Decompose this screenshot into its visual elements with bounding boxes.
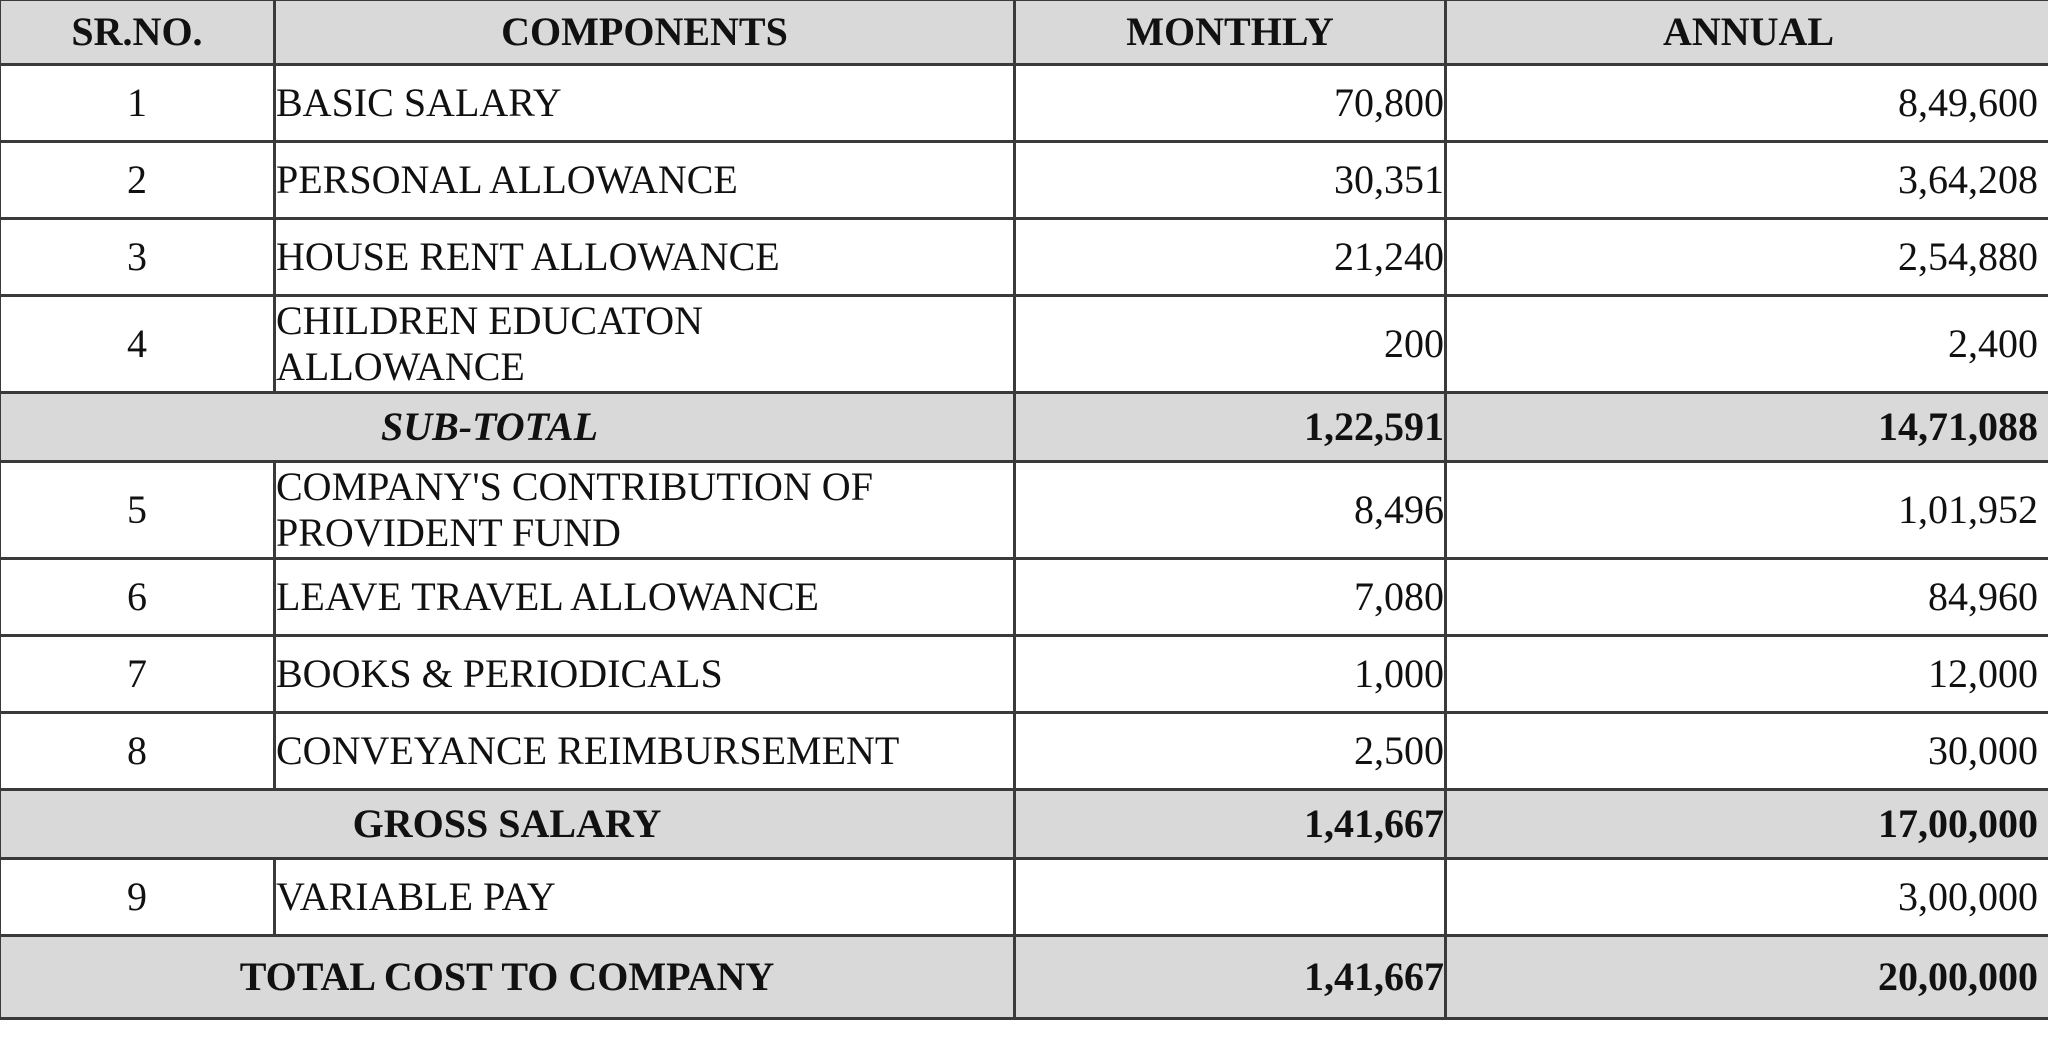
row-monthly: 200 [1015,296,1446,393]
gross-salary-row [0,790,2048,859]
header-annual: ANNUAL [1446,0,2048,65]
row-annual: 1,01,952 [1446,462,2048,559]
row-sr-no: 4 [0,296,275,393]
row-component: CHILDREN EDUCATON ALLOWANCE [275,296,1015,393]
row-sr-no: 2 [0,142,275,219]
row-sr-no: 3 [0,219,275,296]
subtotal-label: SUB-TOTAL [0,393,1015,462]
subtotal-annual: 14,71,088 [1446,393,2048,462]
row-annual: 2,54,880 [1446,219,2048,296]
total-ctc-annual: 20,00,000 [1446,936,2048,1019]
row-monthly: 8,496 [1015,462,1446,559]
subtotal-monthly: 1,22,591 [1015,393,1446,462]
row-annual: 12,000 [1446,636,2048,713]
row-annual: 3,00,000 [1446,859,2048,936]
header-monthly: MONTHLY [1015,0,1446,65]
row-monthly: 7,080 [1015,559,1446,636]
row-sr-no: 8 [0,713,275,790]
row-component: BOOKS & PERIODICALS [275,636,1015,713]
row-annual: 30,000 [1446,713,2048,790]
header-sr-no: SR.NO. [0,0,275,65]
total-ctc-label: TOTAL COST TO COMPANY [0,936,1015,1019]
row-component: PERSONAL ALLOWANCE [275,142,1015,219]
total-ctc-monthly: 1,41,667 [1015,936,1446,1019]
row-annual: 3,64,208 [1446,142,2048,219]
row-sr-no: 6 [0,559,275,636]
subtotal-row [0,393,2048,462]
gross-salary-label: GROSS SALARY [0,790,1015,859]
row-component: BASIC SALARY [275,65,1015,142]
table-row [0,859,2048,936]
gross-salary-annual: 17,00,000 [1446,790,2048,859]
row-sr-no: 1 [0,65,275,142]
row-sr-no: 7 [0,636,275,713]
table-row [0,713,2048,790]
table-header-row [0,0,2048,65]
header-components: COMPONENTS [275,0,1015,65]
table-row [0,636,2048,713]
table-row [0,65,2048,142]
row-monthly: 1,000 [1015,636,1446,713]
row-monthly: 21,240 [1015,219,1446,296]
row-monthly: 2,500 [1015,713,1446,790]
row-annual: 8,49,600 [1446,65,2048,142]
row-component: VARIABLE PAY [275,859,1015,936]
row-monthly: 30,351 [1015,142,1446,219]
row-component: COMPANY'S CONTRIBUTION OF PROVIDENT FUND [275,462,1015,559]
table-row [0,296,2048,393]
row-sr-no: 5 [0,462,275,559]
row-component: HOUSE RENT ALLOWANCE [275,219,1015,296]
gross-salary-monthly: 1,41,667 [1015,790,1446,859]
row-annual: 84,960 [1446,559,2048,636]
table-row [0,219,2048,296]
row-component: LEAVE TRAVEL ALLOWANCE [275,559,1015,636]
row-component: CONVEYANCE REIMBURSEMENT [275,713,1015,790]
total-ctc-row [0,936,2048,1019]
table-row [0,462,2048,559]
row-annual: 2,400 [1446,296,2048,393]
row-monthly [1015,859,1446,936]
table-row [0,142,2048,219]
row-sr-no: 9 [0,859,275,936]
table-row [0,559,2048,636]
row-monthly: 70,800 [1015,65,1446,142]
